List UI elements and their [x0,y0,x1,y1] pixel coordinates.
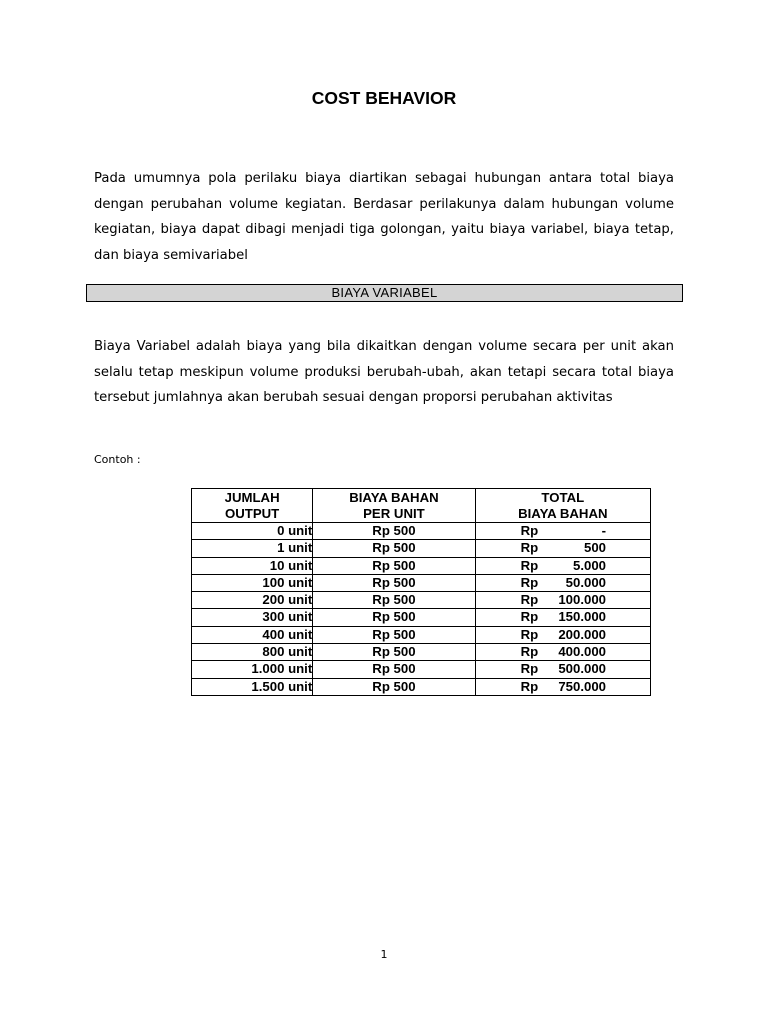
cell-output: 300 unit [192,609,313,626]
total-amount: 5.000 [572,557,606,573]
cell-per-unit: Rp 500 [313,557,475,574]
table-row [192,609,651,626]
cell-output: 1.000 unit [192,661,313,678]
cell-per-unit: Rp 500 [313,626,475,643]
table-row [192,557,651,574]
cell-per-unit: Rp 500 [313,592,475,609]
cell-total [475,557,650,574]
section-heading-biaya-variabel: BIAYA VARIABEL [86,284,683,302]
cell-total [475,574,650,591]
cell-total [475,540,650,557]
header-line: BIAYA BAHAN [518,506,608,521]
table-row [192,626,651,643]
header-biaya-bahan-per-unit [313,489,475,523]
currency-label: Rp [520,574,539,590]
table-header-row [192,489,651,523]
cell-output: 10 unit [192,557,313,574]
currency-label: Rp [520,523,539,538]
cell-output: 0 unit [192,523,313,540]
header-total-biaya-bahan [475,489,650,523]
table-row [192,644,651,661]
variable-cost-table [191,488,651,696]
header-line: TOTAL [541,490,585,505]
currency-label: Rp [520,609,539,625]
cell-output: 100 unit [192,574,313,591]
table-row [192,661,651,678]
intro-paragraph: Pada umumnya pola perilaku biaya diartikan sebagai hubungan antara total biaya dengan perubahan volume kegiatan. Berdasar perilakunya dalam hubungan volume kegiatan, biaya dapat dibagi menjadi tiga golongan, yaitu biaya variabel, biaya tetap, dan biaya semivariabel [94,171,674,263]
cell-output: 1.500 unit [192,678,313,695]
currency-label: Rp [520,678,539,694]
header-line: BIAYA BAHAN [349,490,439,505]
total-amount: 500.000 [558,661,606,677]
total-amount: 50.000 [565,574,606,590]
cell-total [475,626,650,643]
total-amount: 750.000 [558,678,606,694]
cell-output: 800 unit [192,644,313,661]
table-row [192,678,651,695]
total-amount: 100.000 [558,592,606,608]
currency-label: Rp [520,557,539,573]
cell-per-unit: Rp 500 [313,540,475,557]
currency-label: Rp [520,592,539,608]
cell-per-unit: Rp 500 [313,609,475,626]
cell-total [475,678,650,695]
total-amount: 150.000 [558,609,606,625]
currency-label: Rp [520,540,539,556]
cell-total [475,609,650,626]
header-jumlah-output [192,489,313,523]
table-row [192,523,651,540]
total-amount: - [601,523,606,538]
header-line: PER UNIT [363,506,425,521]
cell-output: 1 unit [192,540,313,557]
cell-total [475,661,650,678]
cell-per-unit: Rp 500 [313,523,475,540]
cell-per-unit: Rp 500 [313,644,475,661]
total-amount: 400.000 [558,644,606,660]
currency-label: Rp [520,644,539,660]
table-row [192,574,651,591]
cell-per-unit: Rp 500 [313,661,475,678]
cell-total [475,523,650,540]
table-row [192,592,651,609]
currency-label: Rp [520,661,539,677]
cell-per-unit: Rp 500 [313,574,475,591]
example-label: Contoh : [94,453,141,466]
cell-total [475,592,650,609]
cell-output: 200 unit [192,592,313,609]
cell-total [475,644,650,661]
page-title: COST BEHAVIOR [311,88,457,108]
header-line: JUMLAH [224,490,280,505]
table-row [192,540,651,557]
total-amount: 200.000 [558,626,606,642]
currency-label: Rp [520,626,539,642]
total-amount: 500 [583,540,606,556]
cell-per-unit: Rp 500 [313,678,475,695]
header-line: OUTPUT [225,506,280,521]
page-number: 1 [380,948,388,961]
variabel-description-paragraph: Biaya Variabel adalah biaya yang bila dikaitkan dengan volume secara per unit akan selalu tetap meskipun volume produksi berubah-ubah, akan tetapi secara total biaya tersebut jumlahnya akan berubah sesuai dengan proporsi perubahan aktivitas [94,339,674,405]
cell-output: 400 unit [192,626,313,643]
